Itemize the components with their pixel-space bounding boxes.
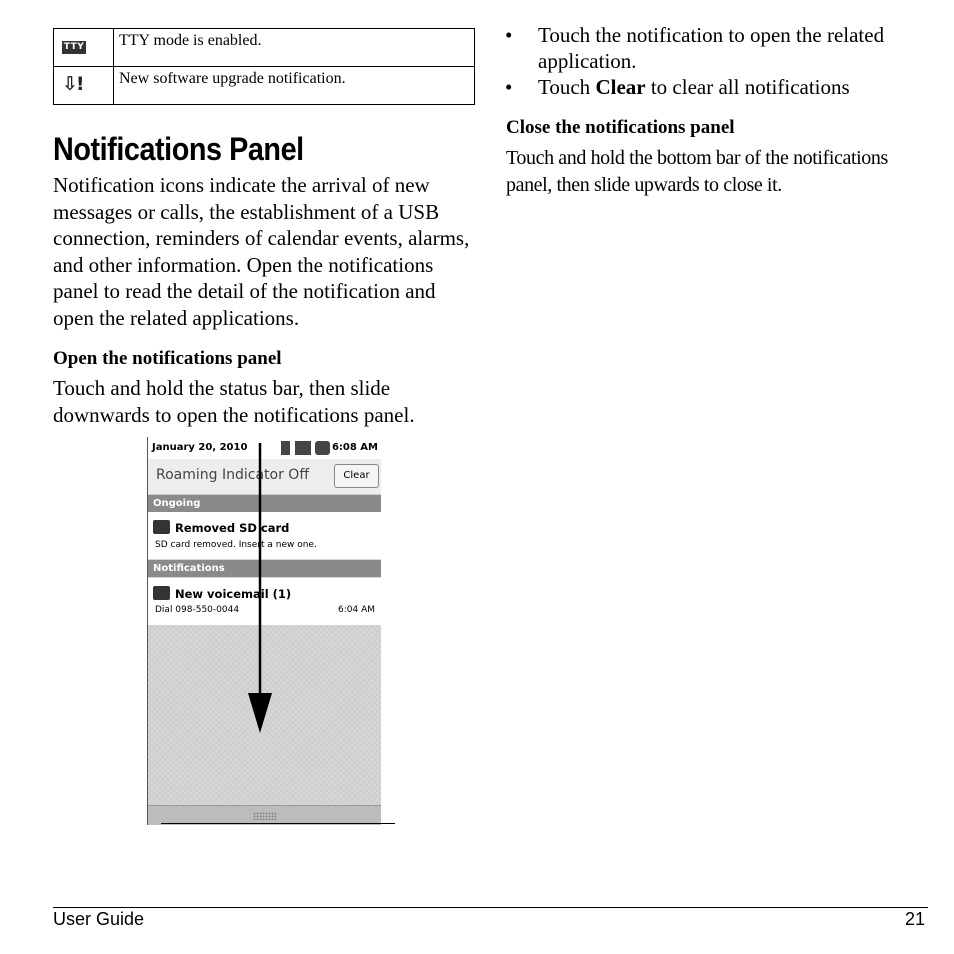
sd-card-icon <box>153 520 170 534</box>
footer-title: User Guide <box>53 909 145 929</box>
divider <box>161 823 395 824</box>
table-row <box>54 29 475 67</box>
sim-icon <box>281 441 290 455</box>
notifications-section-label: Notifications <box>148 560 381 577</box>
down-arrow-icon <box>240 443 280 738</box>
status-time: 6:08 AM <box>331 442 378 453</box>
close-heading: Close the notifications panel <box>506 117 735 138</box>
footer-divider <box>53 907 928 908</box>
open-paragraph: Touch and hold the status bar, then slide downwards to open the notifications panel. <box>53 376 415 427</box>
voicemail-icon <box>153 586 170 600</box>
table-row <box>54 67 475 105</box>
ongoing-notification[interactable]: Removed SD card SD card removed. Insert a new one. <box>148 512 381 559</box>
list-item: • Touch Clear to clear all notifications <box>505 74 925 100</box>
bullet-list <box>505 22 925 100</box>
table-cell: TTY mode is enabled. <box>114 29 475 67</box>
bottom-bar[interactable] <box>148 805 381 825</box>
battery-icon <box>315 441 330 455</box>
intro-paragraph: Notification icons indicate the arrival of new messages or calls, the establishment of a USB connection, reminders of calendar events, alarms, and other information. Open the notifications panel to read the detail of the notification and open the related applications. <box>53 173 470 330</box>
list-item: • Touch the notification to open the related application. <box>505 22 925 74</box>
open-heading: Open the notifications panel <box>53 348 282 369</box>
clear-button[interactable]: Clear <box>334 464 379 488</box>
table-cell: New software upgrade notification. <box>114 67 475 105</box>
page-title: Notifications Panel <box>53 131 304 167</box>
page-number: 21 <box>905 909 926 929</box>
tty-icon: TTY <box>63 42 85 52</box>
voicemail-notification[interactable]: New voicemail (1) Dial 098-550-0044 6:04 AM <box>148 578 381 625</box>
ongoing-section-label: Ongoing <box>148 495 381 512</box>
software-upgrade-icon: ⇩! <box>62 73 83 95</box>
carrier-label: Roaming Indicator Off <box>156 467 309 483</box>
icon-table <box>53 28 475 105</box>
status-date: January 20, 2010 <box>152 442 248 453</box>
grip-icon <box>253 812 277 820</box>
close-paragraph: Touch and hold the bottom bar of the notifications panel, then slide upwards to close it. <box>506 147 888 196</box>
signal-icon <box>295 441 311 455</box>
